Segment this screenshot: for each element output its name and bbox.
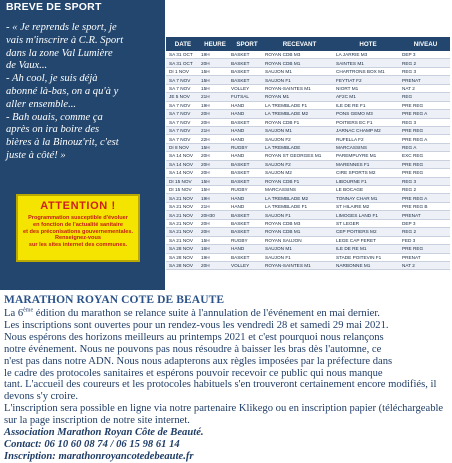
cell-niveau: REG 3 <box>401 118 450 126</box>
article-inscription: Inscription: marathonroyancotedebeaute.fr <box>4 450 194 462</box>
breve-quote-line: bières à la Binouz'rit, c'est <box>6 137 119 149</box>
cell-hote: LEGE CAP FERET <box>335 236 401 244</box>
cell-date: DI 1 NOV <box>166 67 200 75</box>
table-row <box>166 236 450 244</box>
table-row <box>166 118 450 126</box>
article-line: Les inscriptions sont ouvertes pour un rendez-vous les vendredi 28 et samedi 29 mai 2021. <box>4 319 389 331</box>
cell-sport: HAND <box>230 135 264 143</box>
cell-sport: FUTSAL <box>230 93 264 101</box>
column-header-date: DATE <box>166 37 200 51</box>
cell-niveau: PRENAT <box>401 76 450 84</box>
cell-niveau: NAT 2 <box>401 84 450 92</box>
table-row <box>166 160 450 168</box>
article-line: Nous espérons des horizons meilleurs au printemps 2021 et c'est pourquoi nous relançons <box>4 331 384 343</box>
article-line: sur la page inscription de notre site internet. <box>4 415 190 427</box>
cell-heure: 20H <box>200 169 230 177</box>
cell-hote: AF2C M1 <box>335 93 401 101</box>
cell-hote: NIORT M1 <box>335 84 401 92</box>
cell-hote: LIMOGES LAND F1 <box>335 211 401 219</box>
table-row <box>166 177 450 185</box>
cell-heure: 21H <box>200 202 230 210</box>
cell-niveau: PRE REG A <box>401 110 450 118</box>
cell-heure: 20H <box>200 160 230 168</box>
cell-sport: BASKET <box>230 228 264 236</box>
cell-niveau: REG 3 <box>401 177 450 185</box>
cell-heure: 19H <box>200 51 230 59</box>
cell-recevant: SAUJON F1 <box>264 211 335 219</box>
table-row <box>166 84 450 92</box>
cell-niveau: REG 2 <box>401 228 450 236</box>
cell-heure: 15H <box>200 236 230 244</box>
cell-heure: 15H <box>200 67 230 75</box>
cell-niveau: REG 2 <box>401 186 450 194</box>
cell-date: SA 7 NOV <box>166 118 200 126</box>
cell-sport: BASKET <box>230 211 264 219</box>
cell-recevant: SAUJON M1 <box>264 245 335 253</box>
cell-heure: 19H <box>200 253 230 261</box>
cell-sport: VOLLEY <box>230 261 264 269</box>
cell-sport: BASKET <box>230 169 264 177</box>
breve-quote-line: de Vaux... <box>6 60 48 72</box>
cell-niveau: REG A <box>401 143 450 151</box>
cell-recevant: ROYAN-SAINTES M1 <box>264 261 335 269</box>
cell-recevant: ROYAN CDB F1 <box>264 118 335 126</box>
cell-niveau: PRE REG <box>401 160 450 168</box>
breve-quote-line: aller ensemble... <box>6 98 77 110</box>
cell-hote: ILE DE RE M1 <box>335 245 401 253</box>
table-row <box>166 76 450 84</box>
cell-sport: BASKET <box>230 160 264 168</box>
cell-recevant: SAUJON F2 <box>264 160 335 168</box>
column-header-hote: HOTE <box>335 37 401 51</box>
cell-hote: NARBONNE M1 <box>335 261 401 269</box>
cell-niveau: REG <box>401 93 450 101</box>
article-line: L'inscription sera possible en ligne via notre partenaire Klikego ou en inscription papier (téléchargeable <box>4 403 444 415</box>
table-row <box>166 253 450 261</box>
cell-heure: 20H <box>200 219 230 227</box>
breve-quote-line: juste à côté! » <box>6 149 66 161</box>
cell-date: SA 21 NOV <box>166 211 200 219</box>
article-title: MARATHON ROYAN COTE DE BEAUTE <box>4 294 225 306</box>
cell-hote: STADE POITEVIN F1 <box>335 253 401 261</box>
article-line: n'est pas dans notre ADN. Nous nous adapterons aux règles imposées par la préfecture dans <box>4 355 393 367</box>
cell-sport: BASKET <box>230 76 264 84</box>
cell-niveau: FED 3 <box>401 236 450 244</box>
cell-date: SA 14 NOV <box>166 160 200 168</box>
cell-date: SA 21 NOV <box>166 228 200 236</box>
cell-recevant: SAUJON M1 <box>264 67 335 75</box>
cell-date: SA 28 NOV <box>166 261 200 269</box>
column-header-heure: HEURE <box>200 37 230 51</box>
cell-date: DI 15 NOV <box>166 177 200 185</box>
cell-sport: BASKET <box>230 59 264 67</box>
cell-hote: FEYTIAT F2 <box>335 76 401 84</box>
table-row <box>166 67 450 75</box>
cell-heure: 20H <box>200 110 230 118</box>
table-row <box>166 59 450 67</box>
article-line: notre événement. Nous ne pouvons pas nous résoudre à baisser les bras dès l'automne, ce <box>4 343 382 355</box>
cell-date: SA 14 NOV <box>166 152 200 160</box>
cell-heure: 22H <box>200 135 230 143</box>
table-row <box>166 126 450 134</box>
cell-hote: MARENNES F1 <box>335 160 401 168</box>
cell-niveau: PRE REG <box>401 245 450 253</box>
attention-body <box>18 215 138 249</box>
cell-heure: 20H <box>200 59 230 67</box>
cell-recevant: ROYAN CDB M1 <box>264 228 335 236</box>
cell-hote: ST LEGER <box>335 219 401 227</box>
cell-hote: JARNAC CHAMP M2 <box>335 126 401 134</box>
cell-sport: HAND <box>230 152 264 160</box>
cell-heure: 15H <box>200 76 230 84</box>
attention-line: sur les sites internet des communes. <box>28 242 128 249</box>
cell-sport: RUGBY <box>230 236 264 244</box>
breve-quote-line: après on ira boire des <box>6 124 100 136</box>
cell-sport: HAND <box>230 110 264 118</box>
cell-niveau: DEP 3 <box>401 51 450 59</box>
table-row <box>166 194 450 202</box>
cell-niveau: PRE REG <box>401 101 450 109</box>
cell-recevant: SAUJON M2 <box>264 169 335 177</box>
table-row <box>166 143 450 151</box>
cell-sport: HAND <box>230 194 264 202</box>
cell-hote: LA JARRIE M3 <box>335 51 401 59</box>
table-row <box>166 110 450 118</box>
article-line: La 6ème édition du marathon se relance suite à l'annulation de l'événement en mai dernier. <box>4 307 380 319</box>
cell-recevant: ROYAN CDB F1 <box>264 177 335 185</box>
attention-heading: ATTENTION ! <box>40 200 116 212</box>
cell-sport: HAND <box>230 126 264 134</box>
cell-niveau: DEP 3 <box>401 219 450 227</box>
cell-heure: 19H <box>200 101 230 109</box>
article-contact: Contact: 06 10 60 08 74 / 06 15 98 61 14 <box>4 438 180 450</box>
article-signature: Association Marathon Royan Côte de Beauté. <box>4 427 204 439</box>
cell-recevant: LA TREMBLADE F1 <box>264 101 335 109</box>
cell-date: SA 28 NOV <box>166 253 200 261</box>
breve-quote-line: - « Je reprends le sport, je <box>6 22 117 33</box>
cell-date: SA 21 NOV <box>166 194 200 202</box>
cell-niveau: REG 3 <box>401 67 450 75</box>
cell-recevant: LA TREMBLADE M2 <box>264 194 335 202</box>
cell-date: SA 21 NOV <box>166 202 200 210</box>
cell-hote: RUFELLA F2 <box>335 135 401 143</box>
cell-sport: BASKET <box>230 118 264 126</box>
cell-heure: 20H <box>200 261 230 269</box>
cell-date: SA 7 NOV <box>166 84 200 92</box>
cell-heure: 15H <box>200 177 230 185</box>
attention-notice <box>16 194 140 262</box>
table-body <box>166 51 450 270</box>
cell-recevant: LA TREMBLADE M2 <box>264 110 335 118</box>
breve-panel <box>0 0 165 290</box>
cell-heure: 15H <box>200 84 230 92</box>
cell-hote: POITIERS EC F1 <box>335 118 401 126</box>
cell-heure: 19H <box>200 194 230 202</box>
table-row <box>166 93 450 101</box>
match-schedule-table <box>166 37 450 270</box>
cell-sport: HAND <box>230 101 264 109</box>
column-header-sport: SPORT <box>230 37 264 51</box>
article-line: le cadre des protocoles sanitaires et espérons pouvoir recevoir ce public qui nous manque <box>4 367 383 379</box>
cell-hote: ILE DE RE F1 <box>335 101 401 109</box>
cell-heure: 20H30 <box>200 211 230 219</box>
cell-sport: VOLLEY <box>230 84 264 92</box>
table-row <box>166 135 450 143</box>
table-header-row <box>166 37 450 51</box>
article-body <box>4 308 452 463</box>
cell-niveau: REG 2 <box>401 59 450 67</box>
cell-recevant: ROYAN CDB M3 <box>264 51 335 59</box>
breve-title: BREVE DE SPORT <box>6 1 102 13</box>
cell-recevant: SAUJON M1 <box>264 126 335 134</box>
article-line: devons s'y croire. <box>4 391 78 403</box>
cell-date: DI 8 NOV <box>166 143 200 151</box>
cell-heure: 20H <box>200 152 230 160</box>
cell-date: DI 15 NOV <box>166 186 200 194</box>
cell-recevant: SAUJON F1 <box>264 76 335 84</box>
cell-niveau: NAT 2 <box>401 261 450 269</box>
cell-niveau: PRENAT <box>401 211 450 219</box>
cell-recevant: SAUJON F2 <box>264 135 335 143</box>
cell-heure: 15H <box>200 143 230 151</box>
attention-line: en fonction de l'actualité sanitaire <box>33 221 123 228</box>
table-row <box>166 186 450 194</box>
cell-hote: CIRE SPORTS M2 <box>335 169 401 177</box>
table-row <box>166 228 450 236</box>
cell-niveau: PRE REG <box>401 126 450 134</box>
attention-line: Renseignez-vous <box>54 235 101 242</box>
cell-niveau: EXC REG <box>401 152 450 160</box>
cell-heure: 16H <box>200 245 230 253</box>
cell-hote: SAINTES M1 <box>335 59 401 67</box>
column-header-recevant: RECEVANT <box>264 37 335 51</box>
cell-sport: BASKET <box>230 177 264 185</box>
cell-heure: 21H <box>200 93 230 101</box>
cell-sport: BASKET <box>230 253 264 261</box>
cell-date: SA 7 NOV <box>166 101 200 109</box>
attention-line: et des préconisations gouvernementales. <box>22 228 134 235</box>
cell-sport: HAND <box>230 245 264 253</box>
cell-hote: LIBOURNE F1 <box>335 177 401 185</box>
table-row <box>166 211 450 219</box>
cell-hote: LE BOCAGE <box>335 186 401 194</box>
cell-niveau: PRE REG <box>401 169 450 177</box>
cell-recevant: ROYAN CDB M1 <box>264 59 335 67</box>
cell-sport: RUGBY <box>230 186 264 194</box>
cell-date: SA 21 NOV <box>166 236 200 244</box>
cell-heure: 20H <box>200 118 230 126</box>
cell-date: SA 31 OCT <box>166 59 200 67</box>
table-row <box>166 152 450 160</box>
cell-recevant: ROYAN CDB M3 <box>264 219 335 227</box>
breve-quote-line: dans la zone Val Lumière <box>6 47 113 59</box>
cell-hote: CEP POITIERS M2 <box>335 228 401 236</box>
cell-hote: CHARTRONS BOX M1 <box>335 67 401 75</box>
breve-quote-line: vais m'inscrire à C.R. Sport <box>6 34 124 46</box>
table-row <box>166 219 450 227</box>
cell-sport: BASKET <box>230 51 264 59</box>
cell-recevant: SAUJON F1 <box>264 253 335 261</box>
breve-quote-line: abonné là-bas, on a qu'à y <box>6 85 119 97</box>
table-row <box>166 245 450 253</box>
cell-hote: ST HILAIRE M2 <box>335 202 401 210</box>
breve-quote <box>6 22 160 163</box>
cell-sport: HAND <box>230 202 264 210</box>
cell-hote: TONNAY CHAR M1 <box>335 194 401 202</box>
cell-sport: RUGBY <box>230 143 264 151</box>
cell-heure: 21H <box>200 126 230 134</box>
table-row <box>166 169 450 177</box>
cell-hote: PONS GEMO M3 <box>335 110 401 118</box>
cell-hote: MARCASSINS <box>335 143 401 151</box>
cell-date: SA 21 NOV <box>166 219 200 227</box>
cell-date: SA 14 NOV <box>166 169 200 177</box>
cell-niveau: PRE REG A <box>401 135 450 143</box>
cell-recevant: ROYAN SAUJON <box>264 236 335 244</box>
cell-recevant: LA TREMBLADE F1 <box>264 202 335 210</box>
column-header-niveau: NIVEAU <box>401 37 450 51</box>
table-row <box>166 51 450 59</box>
article-line: tant. L'accueil des coureurs et les protocoles habituels s'en trouveront certainement encore modifiés, il <box>4 379 437 391</box>
cell-heure: 20H <box>200 228 230 236</box>
cell-date: JE 5 NOV <box>166 93 200 101</box>
cell-recevant: ROYAN M1 <box>264 93 335 101</box>
cell-date: SA 7 NOV <box>166 76 200 84</box>
cell-date: SA 7 NOV <box>166 126 200 134</box>
cell-sport: BASKET <box>230 219 264 227</box>
table-row <box>166 101 450 109</box>
cell-niveau: PRENAT <box>401 253 450 261</box>
cell-date: SA 31 OCT <box>166 51 200 59</box>
cell-recevant: LA TREMBLADE <box>264 143 335 151</box>
cell-niveau: PRE REG A <box>401 194 450 202</box>
breve-quote-line: - Bah ouais, comme ça <box>6 111 103 123</box>
cell-sport: BASKET <box>230 67 264 75</box>
cell-heure: 15H <box>200 186 230 194</box>
cell-niveau: PRE REG B <box>401 202 450 210</box>
breve-quote-line: - Ah cool, je suis déjà <box>6 73 98 85</box>
table-row <box>166 202 450 210</box>
cell-recevant: MARCASSINS <box>264 186 335 194</box>
cell-date: SA 7 NOV <box>166 110 200 118</box>
cell-date: SA 7 NOV <box>166 135 200 143</box>
cell-recevant: ROYAN ST GEORGES M1 <box>264 152 335 160</box>
cell-date: SA 28 NOV <box>166 245 200 253</box>
cell-recevant: ROYAN-SAINTES M1 <box>264 84 335 92</box>
table-row <box>166 261 450 269</box>
cell-hote: PAREMPUYRE M1 <box>335 152 401 160</box>
attention-line: Programmation susceptible d'évoluer <box>28 215 128 221</box>
